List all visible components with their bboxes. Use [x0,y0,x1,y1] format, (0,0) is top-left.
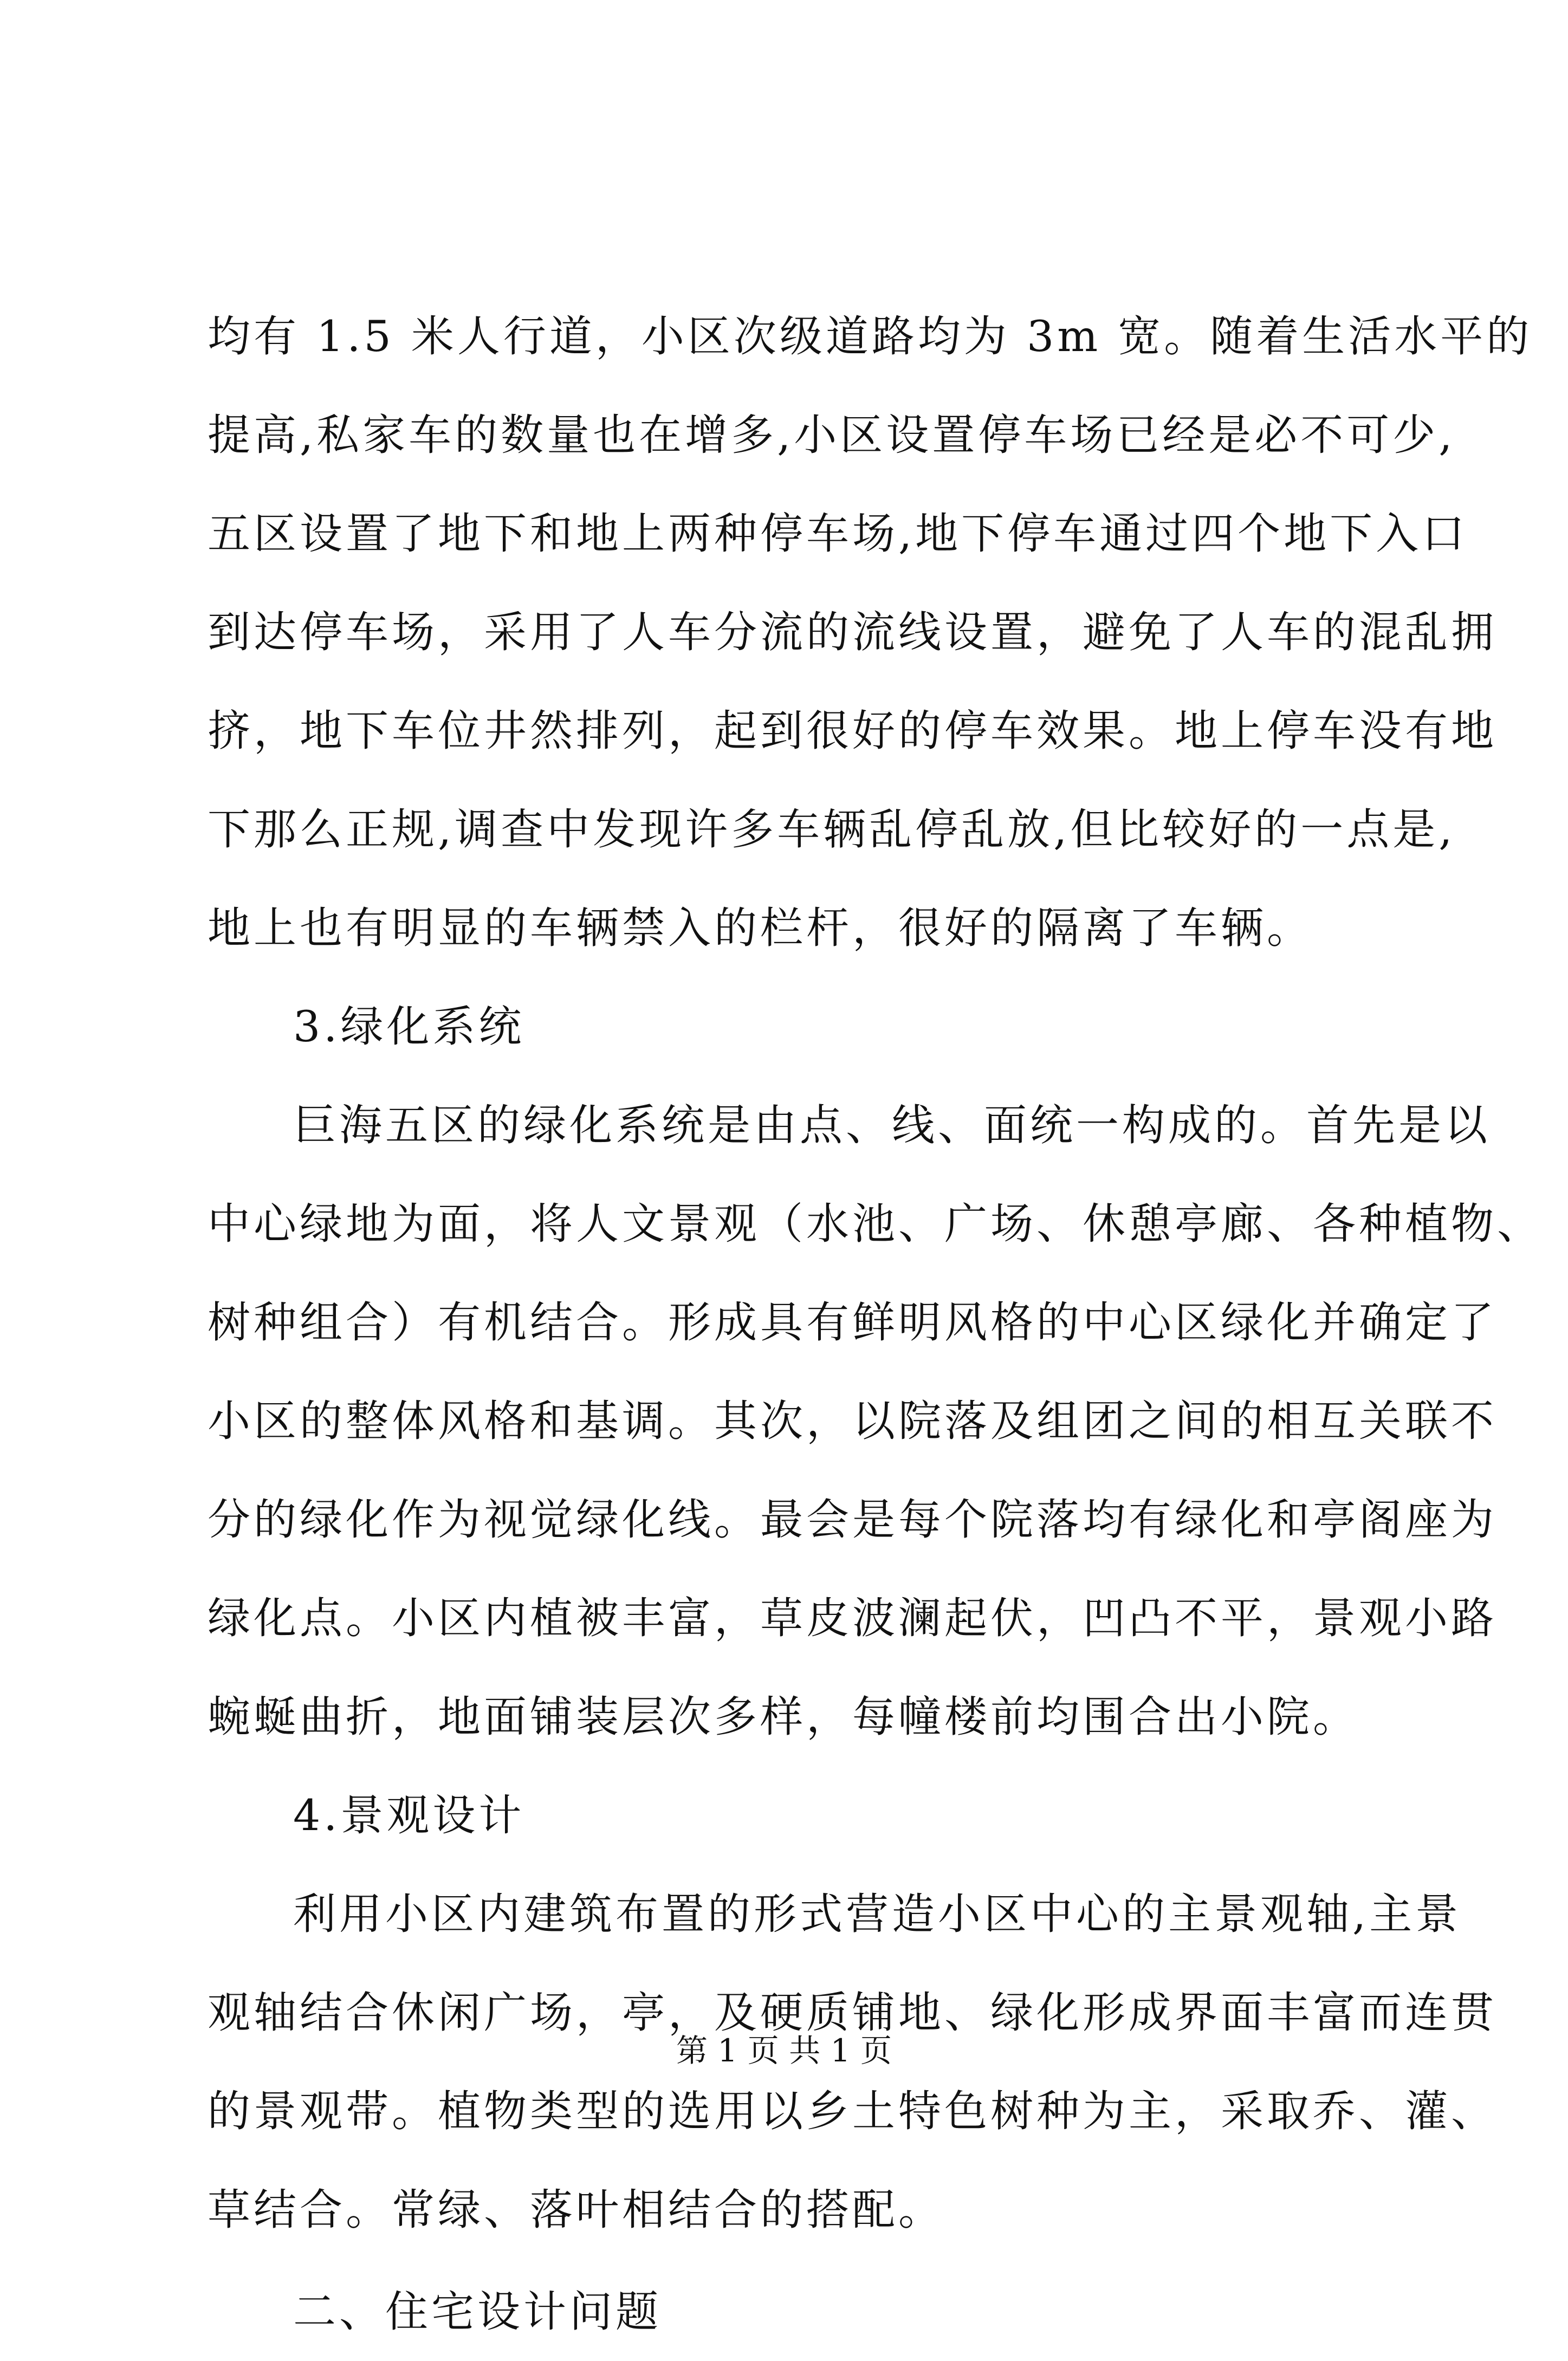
text-line: 挤，地下车位井然排列，起到很好的停车效果。地上停车没有地 [208,706,1497,756]
text-line: 中心绿地为面，将人文景观（水池、广场、休憩亭廊、各种植物、 [208,1199,1543,1249]
text-line: 观轴结合休闲广场，亭，及硬质铺地、绿化形成界面丰富而连贯 [208,1988,1497,2038]
text-line: 的景观带。植物类型的选用以乡土特色树种为主，采取乔、灌、 [208,2086,1497,2136]
text-line: 下那么正规,调查中发现许多车辆乱停乱放,但比较好的一点是, [208,805,1456,854]
text-line: 小区的整体风格和基调。其次，以院落及组团之间的相互关联不 [208,1396,1497,1446]
section-heading-greening [208,977,1383,1076]
text-line: 均有 1.5 米人行道，小区次级道路均为 3m 宽。随着生活水平的 [208,312,1533,361]
text-line: 蜿蜒曲折，地面铺装层次多样，每幢楼前均围合出小院。 [208,1692,1359,1742]
section-heading: 二、住宅设计问题 [293,2287,662,2337]
section-heading: 3.绿化系统 [293,1002,525,1052]
page-footer: 第 1 页 共 1 页 [676,2032,892,2069]
section-heading: 4.景观设计 [293,1791,525,1840]
paragraph-greening [208,1076,1543,1766]
text-line: 利用小区内建筑布置的形式营造小区中心的主景观轴,主景 [293,1889,1462,1939]
section-heading-housing [208,2262,1383,2361]
text-line: 草结合。常绿、落叶相结合的搭配。 [208,2185,944,2235]
paragraph-roads-parking [208,287,1533,977]
text-line: 地上也有明显的车辆禁入的栏杆，很好的隔离了车辆。 [208,903,1313,953]
text-line: 绿化点。小区内植被丰富，草皮波澜起伏，凹凸不平，景观小路 [208,1593,1497,1643]
text-line: 巨海五区的绿化系统是由点、线、面统一构成的。首先是以 [293,1100,1491,1150]
text-line: 树种组合）有机结合。形成具有鲜明风格的中心区绿化并确定了 [208,1298,1497,1347]
text-line: 提高,私家车的数量也在增多,小区设置停车场已经是必不可少, [208,410,1456,460]
section-heading-landscape [208,1766,1383,1865]
text-line: 分的绿化作为视觉绿化线。最会是每个院落均有绿化和亭阁座为 [208,1495,1497,1545]
text-line: 到达停车场，采用了人车分流的流线设置，避免了人车的混乱拥 [208,607,1497,657]
text-line: 五区设置了地下和地上两种停车场,地下停车通过四个地下入口 [208,509,1468,559]
